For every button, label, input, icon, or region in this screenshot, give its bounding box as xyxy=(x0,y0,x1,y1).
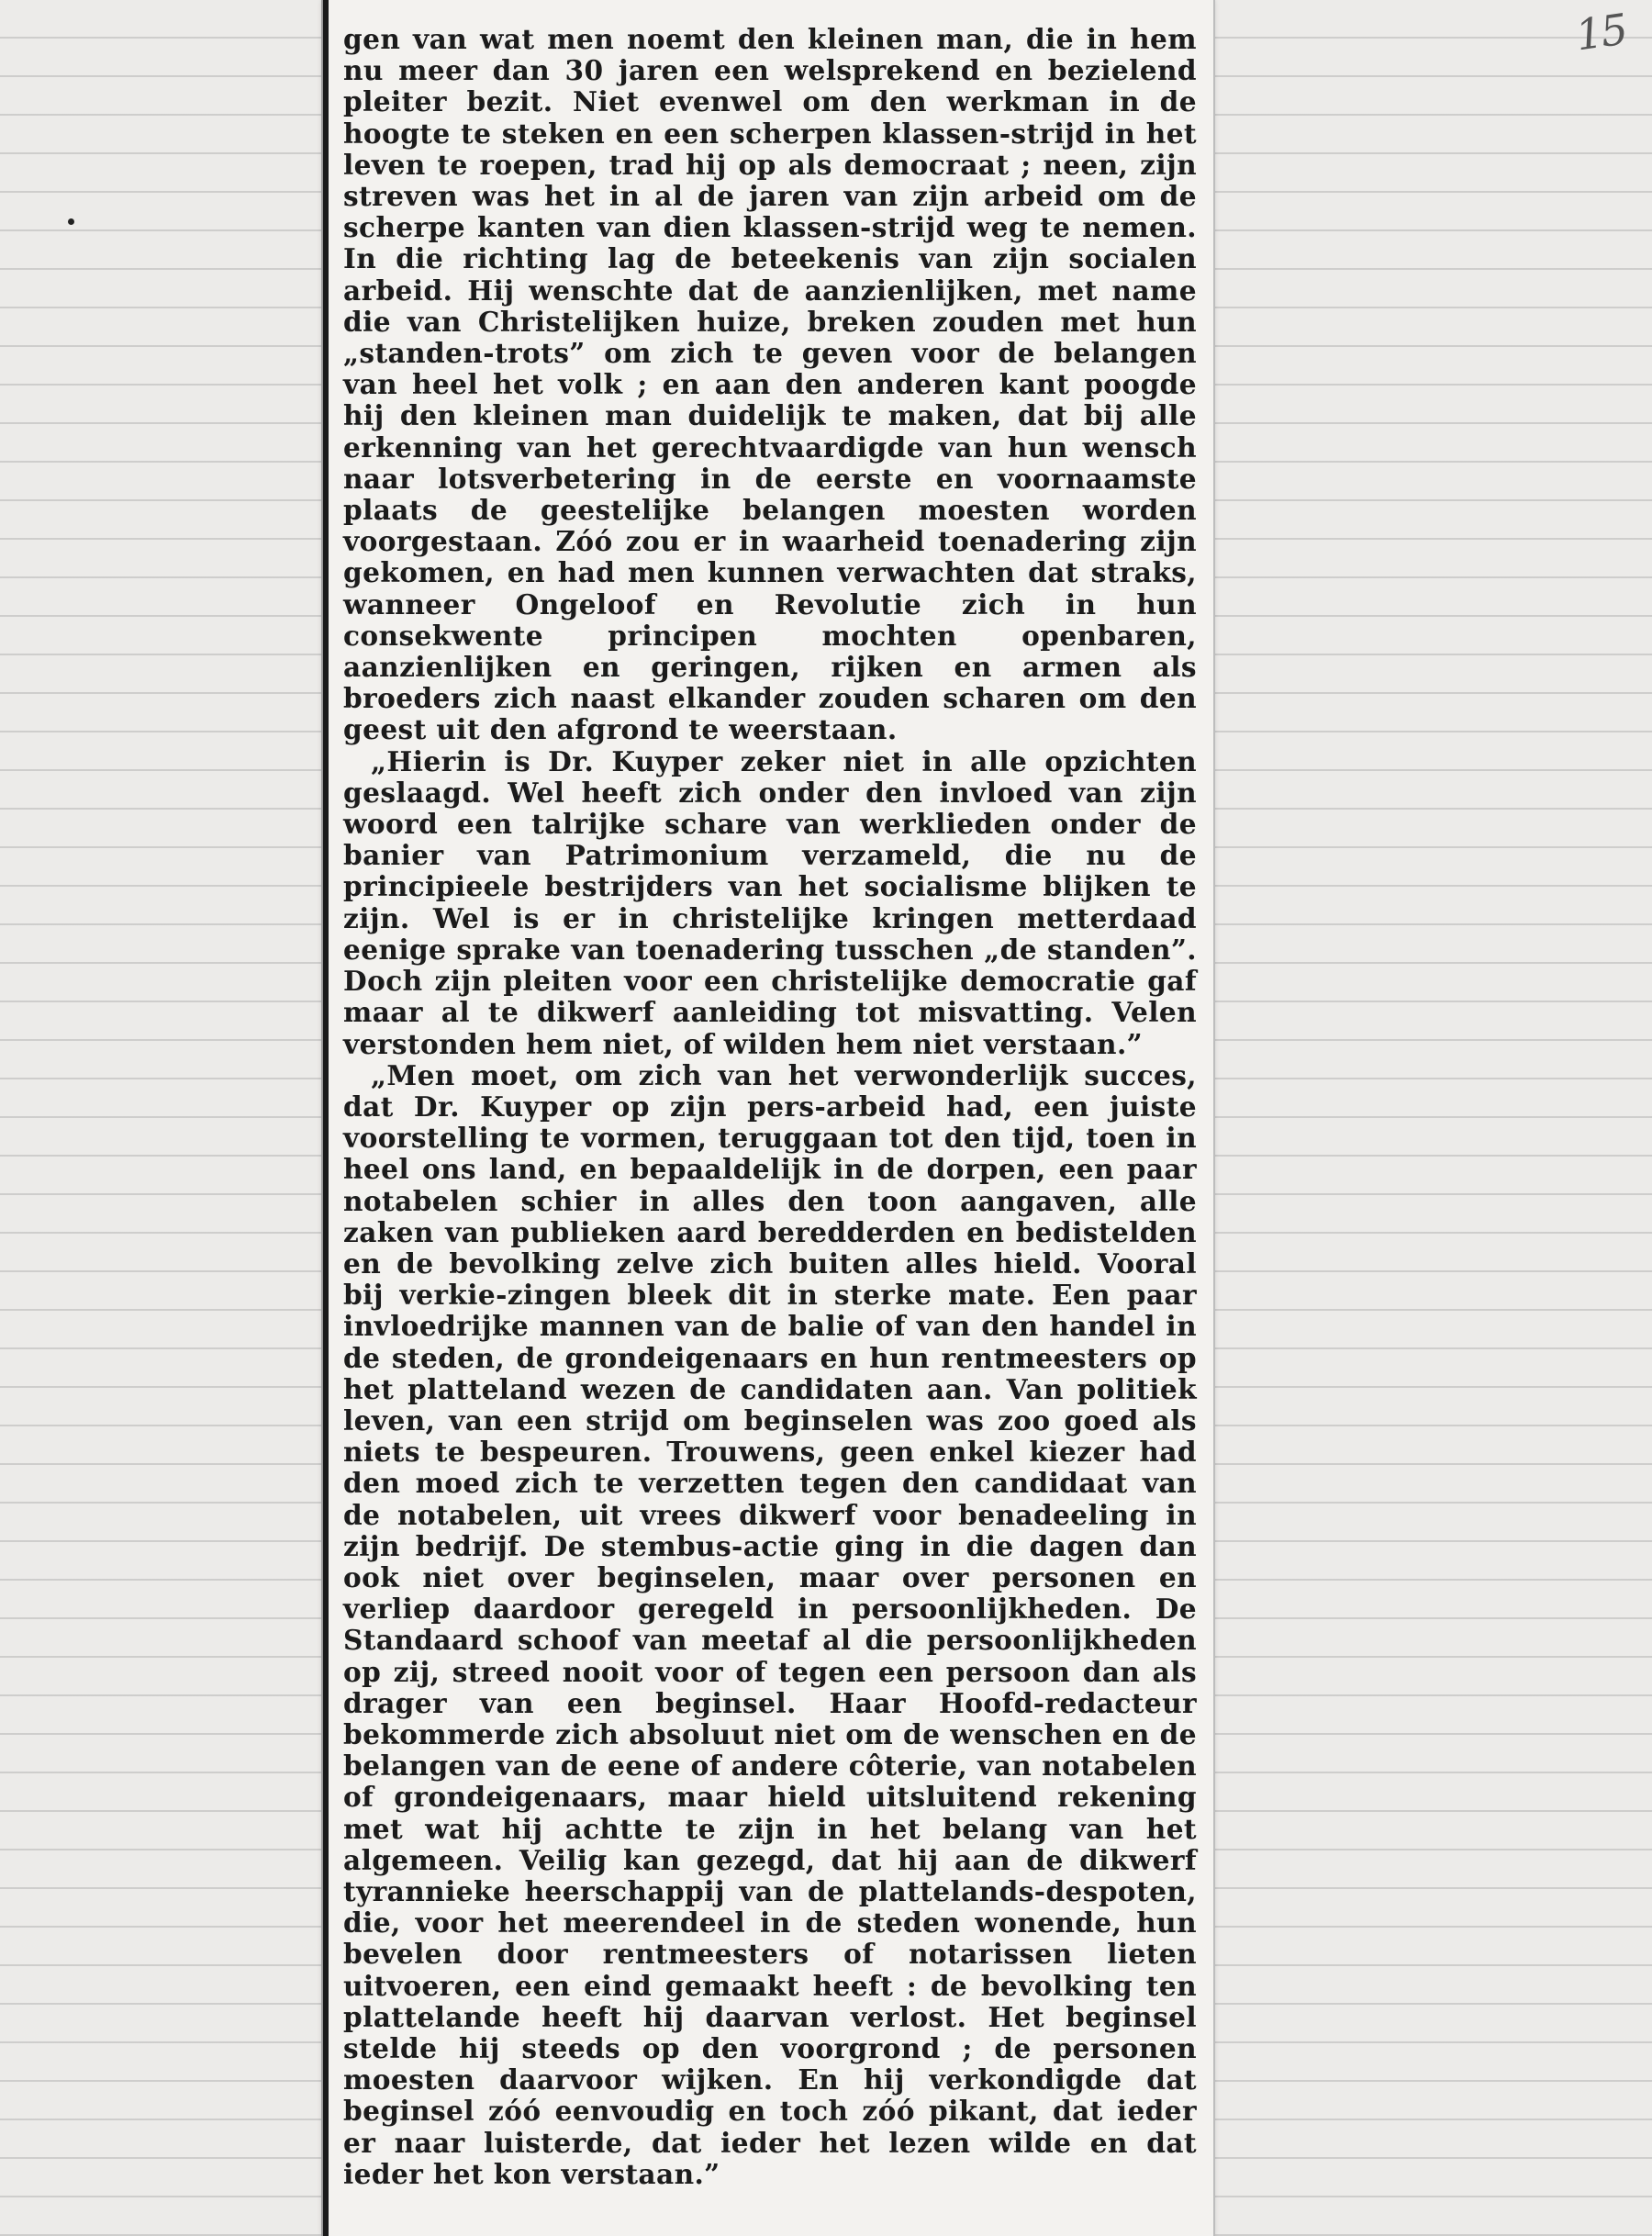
article-body xyxy=(343,24,1197,2190)
page-number: 15 xyxy=(1572,4,1630,61)
ink-dot xyxy=(68,218,74,225)
newspaper-clipping xyxy=(323,0,1213,2236)
article-paragraph: „Hierin is Dr. Kuyper zeker niet in alle opzichten geslaagd. Wel heeft zich onder den invloed van zijn woord een talrijke schare van werklieden onder de banier van Patrimonium verzameld, die nu de principieele bestrijders van het socialisme blijken te zijn. Wel is er in christelijke kringen metterdaad eenige sprake van toenadering tusschen „de standen”. Doch zijn pleiten voor een christelijke democratie gaf maar al te dikwerf aanleiding tot misvatting. Velen verstonden hem niet, of wilden hem niet verstaan.” xyxy=(343,744,1197,1060)
article-paragraph: „Men moet, om zich van het verwonderlijk succes, dat Dr. Kuyper op zijn pers-arbeid had, een juiste voorstelling te vormen, teruggaan tot den tijd, toen in heel ons land, en bepaaldelijk in de dorpen, een paar notabelen schier in alles den toon aangaven, alle zaken van publieken aard beredderden en bedistelden en de bevolking zelve zich buiten alles hield. Vooral bij verkie-zingen bleek dit in sterke mate. Een paar invloedrijke mannen van de balie of van den handel in de steden, de grondeigenaars en hun rentmeesters op het platteland wezen de candidaten aan. Van politiek leven, van een strijd om beginselen was zoo goed als niets te bespeuren. Trouwens, geen enkel kiezer had den moed zich te verzetten tegen den candidaat van de notabelen, uit vrees dikwerf voor benadeeling in zijn bedrijf. De stembus-actie ging in die dagen dan ook niet over beginselen, maar over personen en verliep daardoor geregeld in persoonlijkheden. De Standaard schoof van meetaf al die persoonlijkheden op zij, streed nooit voor of tegen een persoon dan als drager van een beginsel. Haar Hoofd-redacteur bekommerde zich absoluut niet om de wenschen en de belangen van de eene of andere côterie, van notabelen of grondeigenaars, maar hield uitsluitend rekening met wat hij achtte te zijn in het belang van het algemeen. Veilig kan gezegd, dat hij aan de dikwerf tyrannieke heerschappij van de plattelands-despoten, die, voor het meerendeel in de steden wonende, hun bevelen door rentmeesters of notarissen lieten uitvoeren, een eind gemaakt heeft : de bevolking ten plattelande heeft hij daarvan verlost. Het beginsel stelde hij steeds op den voorgrond ; de personen moesten daarvoor wijken. En hij verkondigde dat beginsel zóó eenvoudig en toch zóó pikant, dat ieder er naar luisterde, dat ieder het lezen wilde en dat ieder het kon verstaan.” xyxy=(343,1058,1197,2190)
article-paragraph: gen van wat men noemt den kleinen man, die in hem nu meer dan 30 jaren een welsprekend en bezielend pleiter bezit. Niet evenwel om den werkman in de hoogte te steken en een scherpen klassen-strijd in het leven te roepen, trad hij op als democraat ; neen, zijn streven was het in al de jaren van zijn arbeid om de scherpe kanten van dien klassen-strijd weg te nemen. In die richting lag de beteekenis van zijn socialen arbeid. Hij wenschte dat de aanzienlijken, met name die van Christelijken huize, breken zouden met hun „standen-trots” om zich te geven voor de belangen van heel het volk ; en aan den anderen kant poogde hij den kleinen man duidelijk te maken, dat bij alle erkenning van het gerechtvaardigde van hun wensch naar lotsverbetering in de eerste en voornaamste plaats de geestelijke belangen moesten worden voorgestaan. Zóó zou er in waarheid toenadering zijn gekomen, en had men kunnen verwachten dat straks, wanneer Ongeloof en Revolutie zich in hun consekwente principen mochten openbaren, aanzienlijken en geringen, rijken en armen als broeders zich naast elkander zouden scharen om den geest uit den afgrond te weerstaan. xyxy=(343,23,1197,746)
